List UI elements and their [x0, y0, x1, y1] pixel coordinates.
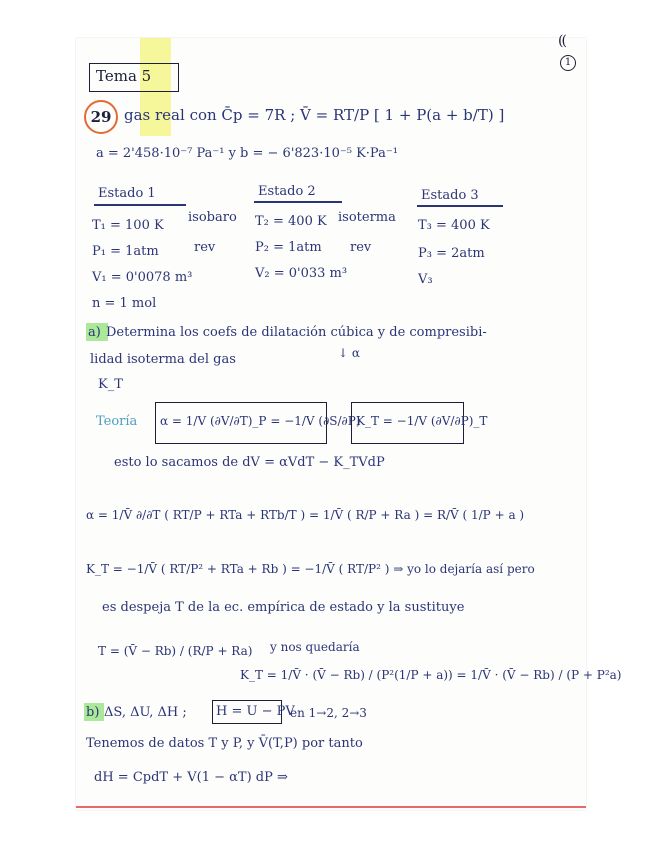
transition12-rev: rev [194, 240, 216, 255]
problem-statement: gas real con C̄p = 7R ; V̄ = RT/P [ 1 + P(a + b/T) ] [124, 106, 505, 124]
transition12-type: isobaro [188, 210, 237, 225]
transition23-rev: rev [350, 240, 372, 255]
part-a-text-line1: Determina los coefs de dilatación cúbica y de compresibi- [106, 325, 487, 340]
theory-kt-formula: K_T = −1/V (∂V/∂P)_T [356, 414, 488, 428]
alpha-symbol: ↓ α [338, 346, 360, 360]
state1-line3: V₁ = 0'0078 m³ [92, 270, 193, 285]
state3-title: Estado 3 [421, 188, 479, 203]
corner-mark: (( [558, 33, 565, 49]
part-b-text: ΔS, ΔU, ΔH ; [104, 705, 187, 720]
transition23-type: isoterma [338, 210, 396, 225]
t-equation: T = (V̄ − Rb) / (R/P + Ra) [98, 644, 253, 658]
state2-title: Estado 2 [258, 184, 316, 199]
page-bottom-border [76, 806, 586, 808]
part-b-line3: dH = CpdT + V(1 − αT) dP ⇒ [94, 770, 288, 785]
constants-line: a = 2'458·10⁻⁷ Pa⁻¹ y b = − 6'823·10⁻⁵ K·Pa⁻¹ [96, 146, 398, 161]
part-b-line2: Tenemos de datos T y P, y V̄(T,P) por tanto [86, 736, 363, 751]
derivation-note: esto lo sacamos de dV = αVdT − K_TVdP [114, 455, 385, 470]
theory-label: Teoría [96, 414, 138, 429]
kt-final-equation: K_T = 1/V̄ · (V̄ − Rb) / (P²(1/P + a)) = 1/V̄ · (V̄ − Rb) / (P + P²a) [240, 668, 622, 682]
t-equation-note: y nos quedaría [270, 640, 360, 654]
state3-line1: T₃ = 400 K [418, 218, 490, 233]
state3-line3: V₃ [418, 272, 433, 287]
state2-line3: V₂ = 0'033 m³ [255, 266, 348, 281]
kt-symbol: K_T [98, 377, 123, 392]
substitution-note: es despeja T de la ec. empírica de estado y la sustituye [102, 600, 465, 615]
part-a-label: a) [88, 325, 101, 340]
state2-underline [254, 201, 342, 203]
page-number: 1 [560, 55, 576, 71]
state2-line1: T₂ = 400 K [255, 214, 327, 229]
kt-equation: K_T = −1/V̄ ( RT/P² + RTa + Rb ) = −1/V̄ ( RT/P² ) ⇒ yo lo dejaría así pero [86, 562, 535, 576]
enthalpy-definition: H = U − PV [216, 704, 295, 719]
theory-alpha-formula: α = 1/V (∂V/∂T)_P = −1/V (∂S/∂P) [160, 414, 361, 428]
state3-underline [417, 205, 503, 207]
state1-underline [94, 204, 186, 206]
state1-line4: n = 1 mol [92, 296, 157, 311]
state1-title: Estado 1 [98, 186, 156, 201]
part-b-transitions: en 1→2, 2→3 [290, 706, 367, 720]
state1-line2: P₁ = 1atm [92, 244, 159, 259]
state2-line2: P₂ = 1atm [255, 240, 322, 255]
problem-number: 29 [84, 100, 118, 134]
state3-line2: P₃ = 2atm [418, 246, 485, 261]
alpha-equation: α = 1/V̄ ∂/∂T ( RT/P + RTa + RTb/T ) = 1/V̄ ( R/P + Ra ) = R/V̄ ( 1/P + a ) [86, 508, 525, 522]
part-a-text-line2: lidad isoterma del gas [90, 352, 236, 367]
part-b-label: b) [86, 705, 100, 720]
tema-title: Tema 5 [96, 67, 152, 85]
state1-line1: T₁ = 100 K [92, 218, 164, 233]
